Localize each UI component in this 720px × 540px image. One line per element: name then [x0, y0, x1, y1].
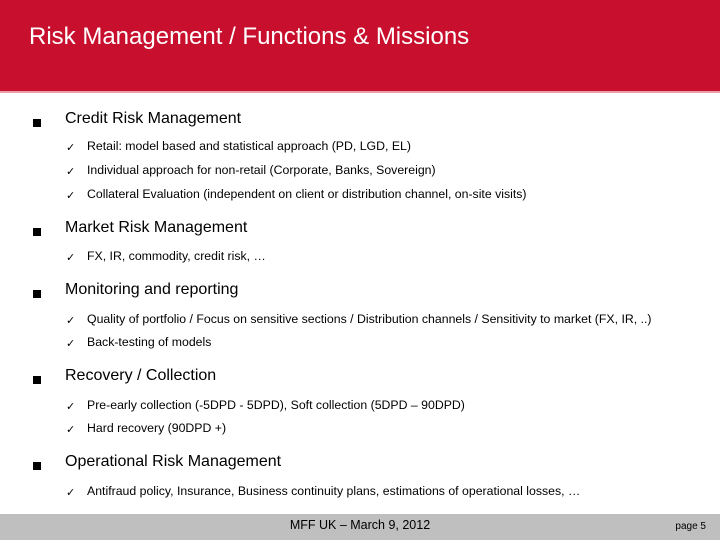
list-item: [0, 251, 720, 271]
list-item: [0, 337, 720, 357]
list-item: [0, 314, 720, 334]
list-item: [0, 486, 720, 506]
checkmark-icon: ✓: [66, 424, 76, 436]
section-title: Recovery / Collection: [65, 367, 217, 384]
footer-bar: [0, 514, 720, 540]
checkmark-icon: ✓: [66, 142, 76, 154]
list-item: [0, 189, 720, 209]
list-item-text: Back-testing of models: [87, 335, 212, 349]
list-item: [0, 141, 720, 161]
footer-text: MFF UK – March 9, 2012: [289, 518, 431, 532]
list-item-text: Collateral Evaluation (independent on client or distribution channel, on-site visits): [87, 187, 527, 201]
checkmark-icon: ✓: [66, 487, 76, 499]
title-bar: [0, 0, 720, 91]
list-item-text: FX, IR, commodity, credit risk, …: [87, 249, 266, 263]
slide-title: Risk Management / Functions & Missions: [29, 23, 470, 50]
square-bullet-icon: [33, 376, 41, 384]
checkmark-icon: ✓: [66, 338, 76, 350]
list-item-text: Hard recovery (90DPD +): [87, 421, 227, 435]
checkmark-icon: ✓: [66, 315, 76, 327]
list-item-text: Retail: model based and statistical approach (PD, LGD, EL): [87, 139, 411, 153]
list-item-text: Individual approach for non-retail (Corporate, Banks, Sovereign): [87, 163, 436, 177]
square-bullet-icon: [33, 290, 41, 298]
square-bullet-icon: [33, 228, 41, 236]
section-title: Market Risk Management: [65, 219, 248, 236]
checkmark-icon: ✓: [66, 190, 76, 202]
list-item-text: Quality of portfolio / Focus on sensitive sections / Distribution channels / Sensitivity to market (FX, IR, ..): [87, 312, 652, 326]
section-title: Credit Risk Management: [65, 110, 242, 127]
list-item: [0, 165, 720, 185]
list-item-text: Antifraud policy, Insurance, Business continuity plans, estimations of operational losses, …: [87, 484, 581, 498]
section-title: Operational Risk Management: [65, 453, 282, 470]
section-title: Monitoring and reporting: [65, 281, 239, 298]
list-item: [0, 423, 720, 443]
list-item: [0, 400, 720, 420]
title-divider: [0, 91, 720, 93]
list-item-text: Pre-early collection (-5DPD - 5DPD), Soft collection (5DPD – 90DPD): [87, 398, 465, 412]
checkmark-icon: ✓: [66, 401, 76, 413]
square-bullet-icon: [33, 462, 41, 470]
checkmark-icon: ✓: [66, 252, 76, 264]
page-number: page 5: [675, 521, 706, 532]
checkmark-icon: ✓: [66, 166, 76, 178]
square-bullet-icon: [33, 119, 41, 127]
